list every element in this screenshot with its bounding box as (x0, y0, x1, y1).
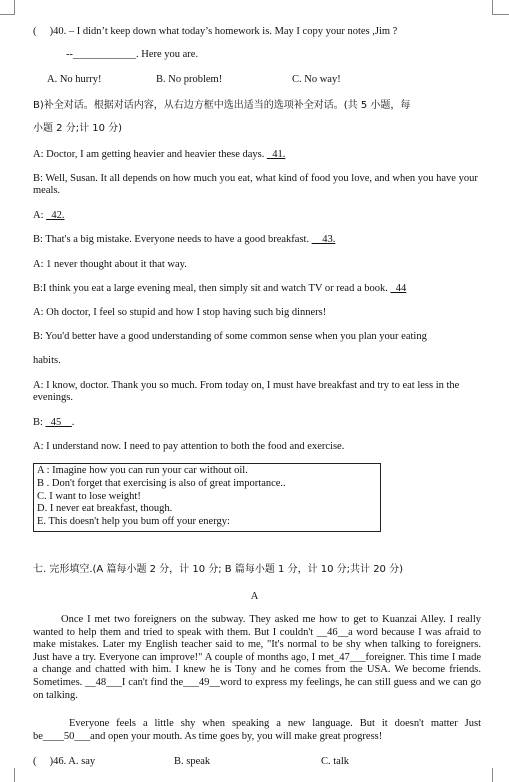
question-46-option-a: )46. A. say (49, 756, 96, 767)
box-option-e: E. This doesn't help you bum off your energy: (37, 516, 230, 528)
crop-mark-top-right-h (492, 14, 509, 15)
section-b-scoring: 小题 2 分;计 10 分) (33, 123, 123, 134)
dialogue-line-10: A: I know, doctor. Thank you so much. From today on, I must have breakfast and try to eat less in the evenings. (33, 380, 460, 403)
option-b: B. No problem! (156, 74, 223, 85)
dialogue-line-12: A: I understand now. I need to pay attention to both the food and exercise. (33, 441, 345, 452)
blank-42: _42. (46, 210, 65, 221)
option-c: C. No way! (292, 74, 341, 85)
dialogue-line-5: A: 1 never thought about it that way. (33, 259, 187, 270)
options-box (33, 463, 381, 532)
blank-41: _41. (267, 149, 286, 160)
blank-45: _45__ (45, 417, 72, 428)
crop-mark-bottom-right (492, 768, 493, 782)
box-option-d: D. I never eat breakfast, though. (37, 503, 173, 515)
question-40 (33, 26, 479, 38)
section-b-instructions: B)补全对话。根据对话内容，从右边方框中选出适当的选项补全对话。(共 5 小题，每 (33, 100, 411, 111)
question-46-option-b: B. speak (174, 756, 211, 767)
dialogue-line-11: B: _45__. (33, 417, 75, 428)
dialogue-line-2: B: Well, Susan. It all depends on how much you eat, what kind of food you love, and when you have your meals. (33, 173, 478, 196)
crop-mark-top-left (14, 0, 15, 15)
question-40-response: --____________. Here you are. (66, 49, 199, 60)
crop-mark-top-right (492, 0, 493, 14)
question-46-option-c: C. talk (321, 756, 349, 767)
passage-letter: A (250, 591, 259, 602)
section-7-title: 七. 完形填空.(A 篇每小题 2 分，计 10 分; B 篇每小题 1 分，计 10 分;共计 20 分) (33, 564, 403, 575)
dialogue-line-4: B: That's a big mistake. Everyone needs to have a good breakfast. __43. (33, 234, 336, 245)
answer-paren: ( (33, 756, 37, 767)
dialogue-line-8: B: You'd better have a good understanding of some common sense when you plan your eating (33, 331, 427, 342)
passage-paragraph-1: Once I met two foreigners on the subway. They asked me how to get to Kuanzai Alley. I really wanted to help them and tried to speak with them. But I couldn't __46__a word because I was afraid to make mistakes. Later my English teacher said to me, "It's normal to be shy when talking to foreigners. Just have a try. Everyone can improve!" A couple of months ago, I met_47___foreigner. This time I made a change and chatted with him. I knew he is Tony and he comes from the USA. We become friends. Sometimes. __48___I can't find the___49__word to express my feelings, he can still guess and we can go on talking. (33, 614, 481, 701)
crop-mark-top-left-h (0, 14, 14, 15)
crop-mark-bottom-left (14, 768, 15, 782)
dialogue-line-6: B:I think you eat a large evening meal, then simply sit and watch TV or read a book. _44 (33, 283, 407, 294)
dialogue-line-3: A: _42. (33, 210, 65, 221)
dialogue-line-1: A: Doctor, I am getting heavier and heavier these days. _41. (33, 149, 286, 160)
passage-paragraph-2: Everyone feels a little shy when speaking a new language. But it doesn't matter Just be____50___and open your mouth. As time goes by, you will make great progress! (33, 718, 481, 742)
box-option-c: C. I want to lose weight! (37, 490, 141, 502)
dialogue-line-7: A: Oh doctor, I feel so stupid and how I stop having such big dinners! (33, 307, 327, 318)
box-option-a: A : Imagine how you can run your car without oil. (37, 465, 248, 476)
question-46 (33, 756, 479, 768)
answer-paren: ( (33, 26, 37, 37)
question-40-text: )40. – I didn’t keep down what today’s homework is. May I copy your notes ,Jim ? (49, 26, 398, 37)
blank-43: __43. (311, 234, 336, 245)
box-option-b: B . Don't forget that exercising is also of great importance.. (37, 477, 286, 489)
dialogue-line-9: habits. (33, 355, 61, 366)
answer-blank: ____________ (73, 49, 136, 60)
option-a: A. No hurry! (47, 74, 102, 85)
blank-44: _44 (390, 283, 407, 294)
